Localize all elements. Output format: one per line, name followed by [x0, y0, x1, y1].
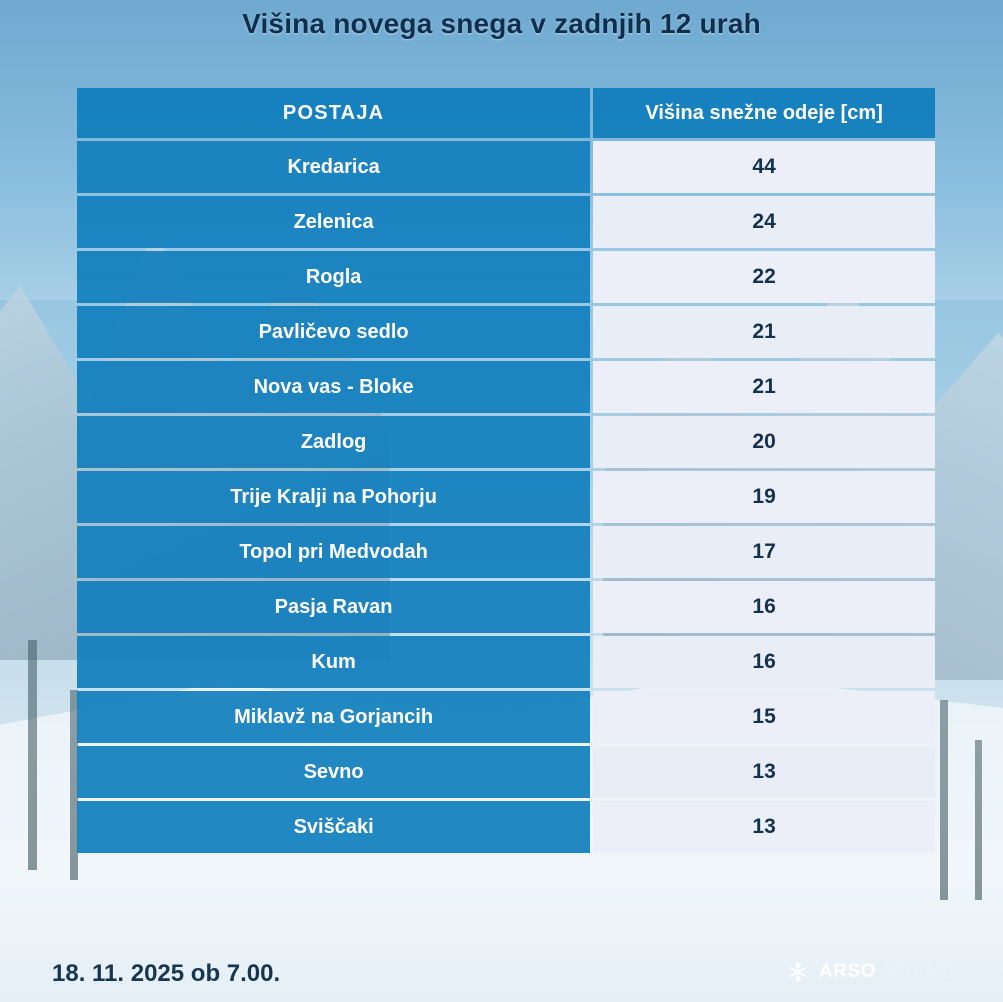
logo-secondary-text: VREME [884, 961, 955, 982]
table-row [77, 251, 935, 303]
snow-depth-value-cell: 16 [593, 581, 935, 633]
table-row [77, 141, 935, 193]
station-name-cell: Zelenica [77, 196, 590, 248]
snow-depth-value-cell: 16 [593, 636, 935, 688]
station-name-cell: Pavličevo sedlo [77, 306, 590, 358]
table-row [77, 196, 935, 248]
table-row [77, 361, 935, 413]
table-row [77, 691, 935, 743]
column-header-value: Višina snežne odeje [cm] [593, 88, 935, 138]
snow-depth-table [77, 85, 935, 856]
table-header-row [77, 88, 935, 138]
snow-depth-value-cell: 13 [593, 801, 935, 853]
station-name-cell: Miklavž na Gorjancih [77, 691, 590, 743]
station-name-cell: Pasja Ravan [77, 581, 590, 633]
table-row [77, 416, 935, 468]
snow-depth-value-cell: 21 [593, 361, 935, 413]
station-name-cell: Kum [77, 636, 590, 688]
snow-depth-value-cell: 17 [593, 526, 935, 578]
column-header-station: POSTAJA [77, 88, 590, 138]
table-row [77, 801, 935, 853]
station-name-cell: Sevno [77, 746, 590, 798]
snow-depth-value-cell: 19 [593, 471, 935, 523]
tree-decoration [28, 640, 37, 870]
table-row [77, 526, 935, 578]
snow-depth-value-cell: 20 [593, 416, 935, 468]
snow-depth-value-cell: 24 [593, 196, 935, 248]
snow-depth-value-cell: 13 [593, 746, 935, 798]
table-body [77, 141, 935, 853]
logo-primary-text: ARSO [819, 961, 876, 982]
snowflake-icon [786, 960, 810, 984]
snow-depth-value-cell: 21 [593, 306, 935, 358]
timestamp-label: 18. 11. 2025 ob 7.00. [52, 960, 281, 987]
table-row [77, 471, 935, 523]
station-name-cell: Nova vas - Bloke [77, 361, 590, 413]
snow-depth-value-cell: 44 [593, 141, 935, 193]
station-name-cell: Kredarica [77, 141, 590, 193]
arso-vreme-logo [786, 960, 955, 984]
snow-depth-value-cell: 22 [593, 251, 935, 303]
table-row [77, 636, 935, 688]
snow-depth-value-cell: 15 [593, 691, 935, 743]
table-row [77, 746, 935, 798]
tree-decoration [940, 700, 948, 900]
page-title: Višina novega snega v zadnjih 12 urah [242, 8, 761, 39]
station-name-cell: Zadlog [77, 416, 590, 468]
table-row [77, 306, 935, 358]
station-name-cell: Sviščaki [77, 801, 590, 853]
station-name-cell: Topol pri Medvodah [77, 526, 590, 578]
station-name-cell: Trije Kralji na Pohorju [77, 471, 590, 523]
tree-decoration [975, 740, 982, 900]
station-name-cell: Rogla [77, 251, 590, 303]
table-head [77, 88, 935, 138]
table-row [77, 581, 935, 633]
snow-depth-table-container [77, 85, 935, 856]
